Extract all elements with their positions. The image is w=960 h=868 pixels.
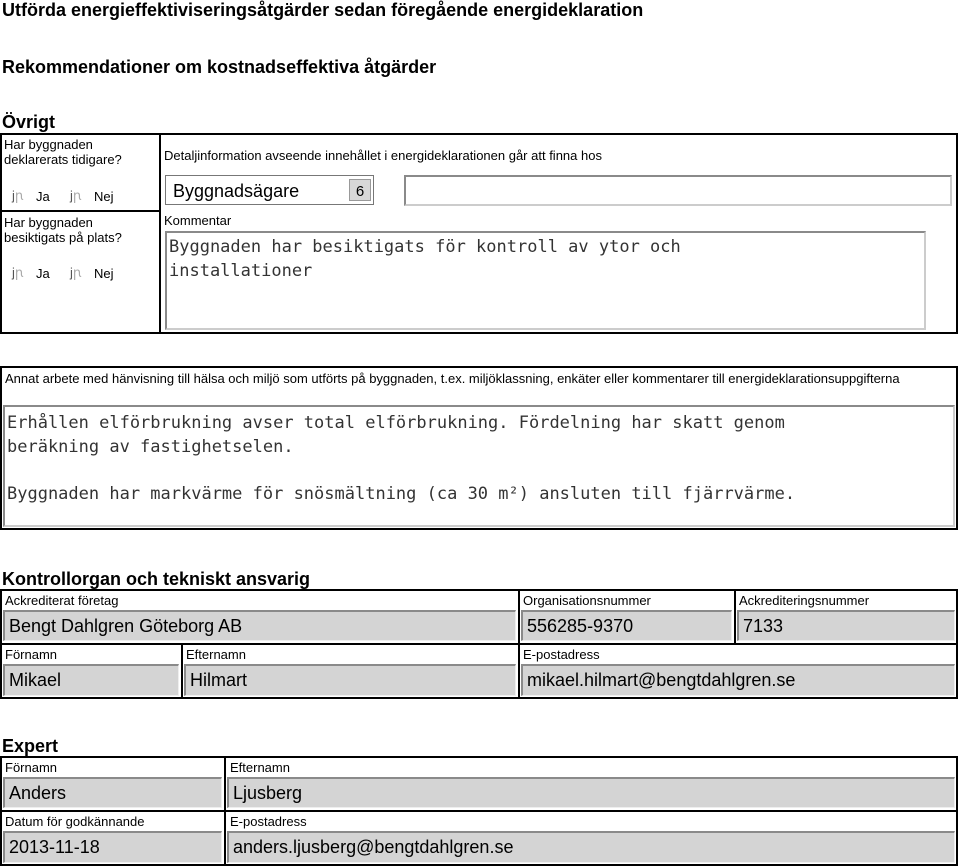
detail-select[interactable] xyxy=(165,175,374,205)
kontroll-col-divider-2 xyxy=(734,589,736,643)
orgnr-value: 556285-9370 xyxy=(527,616,634,636)
expert-epost-field[interactable] xyxy=(227,831,955,863)
radio-ja-2-label: Ja xyxy=(36,266,50,281)
expert-efternamn-value: Ljusberg xyxy=(233,783,303,803)
expert-efternamn-field[interactable] xyxy=(227,777,955,808)
ovrigt-row-divider xyxy=(0,210,160,212)
annat-label: Annat arbete med hänvisning till hälsa och miljö som utförts på byggnaden, t.ex. miljöklassning, enkäter eller kommentarer till energideklarationsuppgifterna xyxy=(5,371,900,386)
kontroll-epost-field[interactable] xyxy=(521,664,955,696)
radio-ja-2[interactable]: jꞃ xyxy=(12,265,24,280)
radio-nej-2-label: Nej xyxy=(94,266,114,281)
section-title-ovrigt: Övrigt xyxy=(2,112,56,132)
detail-select-value: Byggnadsägare xyxy=(173,181,300,201)
ackr-value: 7133 xyxy=(743,616,784,636)
annat-line-1: Erhållen elförbrukning avser total elförbrukning. Fördelning har skatt genom xyxy=(7,413,785,433)
kontroll-col-divider-4 xyxy=(518,643,520,699)
kontroll-fornamn-field[interactable] xyxy=(3,664,179,696)
expert-row-divider xyxy=(0,810,958,812)
detail-other-input[interactable] xyxy=(404,175,952,206)
section-title-expert: Expert xyxy=(2,736,59,756)
kontroll-epost-label: E-postadress xyxy=(523,647,600,662)
expert-epost-value: anders.ljusberg@bengtdahlgren.se xyxy=(233,837,514,857)
kontroll-efternamn-label: Efternamn xyxy=(186,647,246,662)
expert-fornamn-value: Anders xyxy=(9,783,67,803)
expert-fornamn-label: Förnamn xyxy=(5,760,58,775)
radio-nej-1-label: Nej xyxy=(94,189,114,204)
foretag-field[interactable] xyxy=(3,610,516,641)
kontroll-row-divider xyxy=(0,643,958,645)
radio-nej-1[interactable]: jꞃ xyxy=(70,188,82,203)
kontroll-fornamn-value: Mikael xyxy=(9,670,62,690)
foretag-value: Bengt Dahlgren Göteborg AB xyxy=(9,616,243,636)
ackr-field[interactable] xyxy=(737,610,955,641)
question-deklarerats: Har byggnaden deklarerats tidigare? xyxy=(4,137,122,167)
ovrigt-divider xyxy=(159,133,161,334)
section-title-kontroll: Kontrollorgan och tekniskt ansvarig xyxy=(2,569,311,589)
radio-nej-2[interactable]: jꞃ xyxy=(70,265,82,280)
kommentar-line-1: Byggnaden har besiktigats för kontroll av ytor och xyxy=(169,237,681,257)
kontroll-fornamn-label: Förnamn xyxy=(5,647,58,662)
kommentar-textarea[interactable] xyxy=(165,231,926,330)
radio-ja-1[interactable]: jꞃ xyxy=(12,188,24,203)
kontroll-efternamn-field[interactable] xyxy=(184,664,516,696)
orgnr-field[interactable] xyxy=(521,610,732,641)
kommentar-line-2: installationer xyxy=(169,261,313,281)
expert-col-divider xyxy=(224,756,226,866)
annat-textarea[interactable] xyxy=(3,405,955,527)
detail-select-arrow[interactable]: 6 xyxy=(349,179,371,201)
expert-datum-value: 2013-11-18 xyxy=(9,837,100,857)
radio-ja-1-label: Ja xyxy=(36,189,50,204)
foretag-label: Ackrediterat företag xyxy=(5,593,119,608)
detail-label: Detaljinformation avseende innehållet i energideklarationen går att finna hos xyxy=(164,148,602,163)
section-title-rekommendationer: Rekommendationer om kostnadseffektiva åtgärder xyxy=(2,57,437,77)
expert-epost-label: E-postadress xyxy=(230,814,307,829)
expert-datum-label: Datum för godkännande xyxy=(5,814,145,829)
question-besiktigats: Har byggnaden besiktigats på plats? xyxy=(4,215,122,245)
kontroll-col-divider-3 xyxy=(181,643,183,699)
ackr-label: Ackrediteringsnummer xyxy=(739,593,870,608)
orgnr-label: Organisationsnummer xyxy=(523,593,651,608)
expert-datum-field[interactable] xyxy=(3,831,222,863)
annat-line-2: beräkning av fastighetselen. xyxy=(7,437,294,457)
page-title: Utförda energieffektiviseringsåtgärder sedan föregående energideklaration xyxy=(2,0,644,20)
kontroll-epost-value: mikael.hilmart@bengtdahlgren.se xyxy=(527,670,796,690)
expert-efternamn-label: Efternamn xyxy=(230,760,290,775)
kontroll-col-divider-1 xyxy=(518,589,520,643)
annat-line-3: Byggnaden har markvärme för snösmältning (ca 30 m²) ansluten till fjärrvärme. xyxy=(7,484,796,504)
expert-fornamn-field[interactable] xyxy=(3,777,222,808)
kontroll-efternamn-value: Hilmart xyxy=(190,670,247,690)
kommentar-label: Kommentar xyxy=(164,213,232,228)
